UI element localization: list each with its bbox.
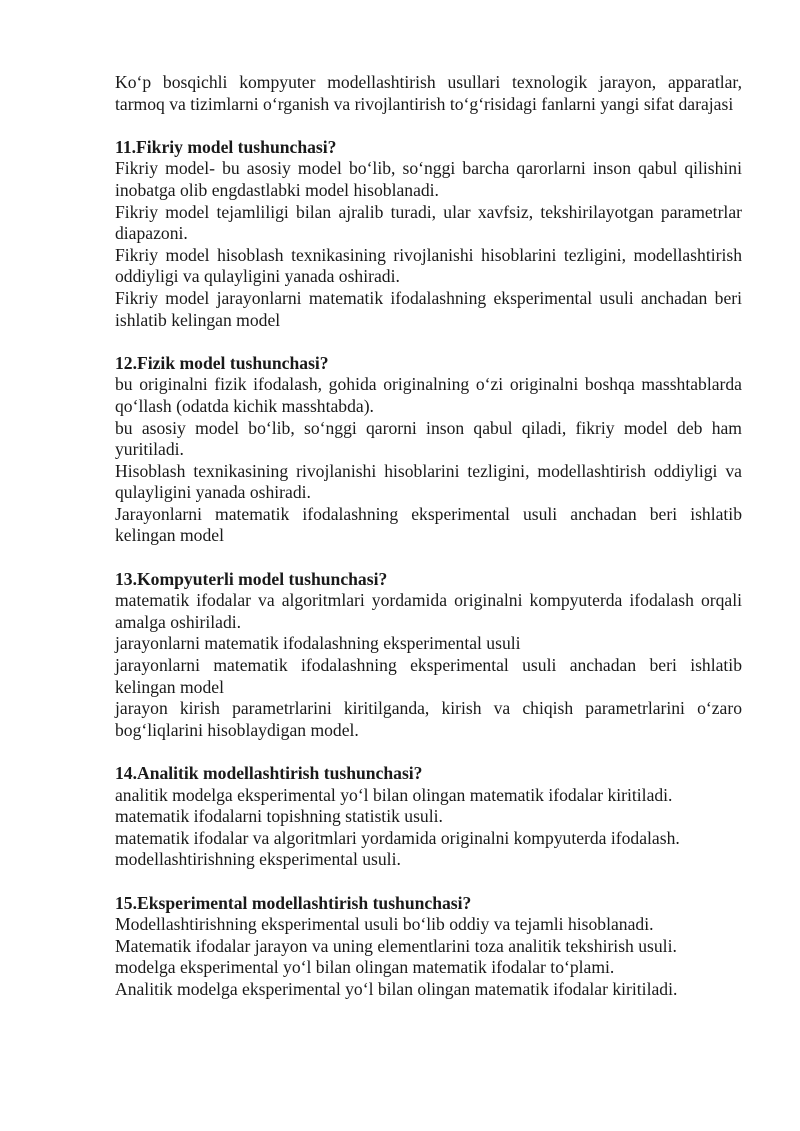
intro-paragraph: Ko‘p bosqichli kompyuter modellashtirish usullari texnologik jarayon, apparatlar, tarmoq va tizimlarni o‘rganish va rivojlantirish to‘g‘risidagi fanlarni yangi sifat darajasi [115, 72, 742, 114]
document-page [115, 72, 742, 1022]
answer-option: Modellashtirishning eksperimental usuli bo‘lib oddiy va tejamli hisoblanadi. [115, 914, 654, 935]
answer-option: Fikriy model- bu asosiy model bo‘lib, so‘nggi barcha qarorlarni inson qabul qilishini inobatga olib engdastlabki model hisoblanadi. [115, 158, 742, 200]
question-title: 14.Analitik modellashtirish tushunchasi? [115, 763, 423, 783]
question-15 [115, 893, 742, 1001]
question-14 [115, 763, 742, 871]
question-13 [115, 569, 742, 742]
answer-option: jarayonlarni matematik ifodalashning eksperimental usuli anchadan beri ishlatib kelingan model [115, 655, 742, 697]
question-title: 15.Eksperimental modellashtirish tushunchasi? [115, 892, 472, 913]
answer-option: bu originalni fizik ifodalash, gohida originalning o‘zi originalni boshqa masshtablarda qo‘llash (odatda kichik masshtabda). [115, 374, 742, 416]
answer-option: analitik modelga eksperimental yo‘l bilan olingan matematik ifodalar kiritiladi. [115, 784, 673, 805]
answer-option: matematik ifodalarni topishning statistik usuli. [115, 806, 443, 827]
answer-option: matematik ifodalar va algoritmlari yordamida originalni kompyuterda ifodalash orqali amalga oshiriladi. [115, 590, 742, 632]
question-12 [115, 353, 742, 547]
question-11 [115, 137, 742, 331]
answer-option: jarayonlarni matematik ifodalashning eksperimental usuli [115, 633, 521, 654]
question-title: 12.Fizik model tushunchasi? [115, 352, 329, 373]
answer-option: Jarayonlarni matematik ifodalashning eksperimental usuli anchadan beri ishlatib kelingan model [115, 503, 742, 546]
answer-option: Fikriy model jarayonlarni matematik ifodalashning eksperimental usuli anchadan beri ishlatib kelingan model [115, 287, 742, 330]
answer-option: Hisoblash texnikasining rivojlanishi hisoblarini tezligini, modellashtirish oddiyligi va qulayligini yanada oshiradi. [115, 460, 742, 503]
question-title: 11.Fikriy model tushunchasi? [115, 136, 337, 157]
answer-option: Matematik ifodalar jarayon va uning elementlarini toza analitik tekshirish usuli. [115, 935, 677, 956]
answer-option: matematik ifodalar va algoritmlari yordamida originalni kompyuterda ifodalash. [115, 827, 680, 848]
answer-option: modellashtirishning eksperimental usuli. [115, 849, 401, 870]
answer-option: Fikriy model tejamliligi bilan ajralib turadi, ular xavfsiz, tekshirilayotgan parametrlar diapazoni. [115, 201, 742, 244]
answer-option: Fikriy model hisoblash texnikasining rivojlanishi hisoblarini tezligini, modellashtirish oddiyligi va qulayligini yanada oshiradi. [115, 244, 742, 287]
answer-option: modelga eksperimental yo‘l bilan olingan matematik ifodalar to‘plami. [115, 957, 615, 978]
question-title: 13.Kompyuterli model tushunchasi? [115, 568, 388, 589]
answer-option: bu asosiy model bo‘lib, so‘nggi qarorni inson qabul qiladi, fikriy model deb ham yuritiladi. [115, 417, 742, 460]
answer-option: Analitik modelga eksperimental yo‘l bilan olingan matematik ifodalar kiritiladi. [115, 978, 678, 999]
answer-option: jarayon kirish parametrlarini kiritilganda, kirish va chiqish parametrlarini o‘zaro bog‘liqlarini hisoblaydigan model. [115, 698, 742, 740]
